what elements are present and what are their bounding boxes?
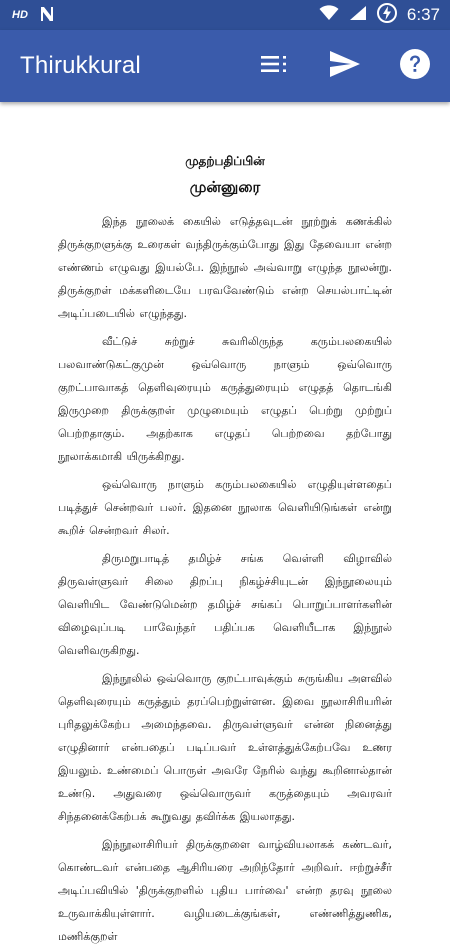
help-button[interactable] xyxy=(380,30,450,102)
document-content[interactable] xyxy=(0,102,450,943)
preface-title: முன்னுரை xyxy=(189,178,261,196)
battery-charging-icon xyxy=(377,3,397,28)
help-icon xyxy=(399,48,431,84)
app-title: Thirukkural xyxy=(20,52,141,79)
status-time: 6:37 xyxy=(406,5,440,24)
paragraph: ஒவ்வொரு நாளும் கரும்பலகையில் எழுதியுள்ளதைப் படித்துச் சென்றவர் பலர். இதனை நூலாக வெளியிடுங்கள் என்று கூறிச் சென்றவர் சிலர். xyxy=(58,478,392,537)
signal-icon xyxy=(349,5,367,26)
notification-n-icon xyxy=(38,5,56,26)
app-bar xyxy=(0,30,450,102)
hd-icon: HD xyxy=(12,9,28,21)
list-menu-button[interactable] xyxy=(240,30,310,102)
send-button[interactable] xyxy=(310,30,380,102)
paragraph: இந்நூலாசிரியர் திருக்குறளை வாழ்வியலாகக் கண்டவர், கொண்டவர் என்பதை ஆசிரியரை அறிந்தோர் அறிவர். ஈற்றுச்சீர் அடிப்பவியில் 'திருக்குறளில் புதிய பார்வை' என்ற தரவு நூலை உருவாக்கியுள்ளார். வழியடைக்குங்கள், எண்ணித்துணிக, மணிக்குறள் xyxy=(58,838,392,943)
send-icon xyxy=(329,50,361,82)
status-bar xyxy=(0,0,450,30)
paragraph: இந்த நூலைக் கையில் எடுத்தவுடன் நூற்றுக் கணக்கில் திருக்குறளுக்கு உரைகள் வந்திருக்கும்போது இது தேவையா என்ற எண்ணம் எழுவது இயல்பே. இந்நூல் அவ்வாறு எழுந்த நூலன்று. திருக்குறள் மக்களிடையே பரவவேண்டும் என்ற செயல்பாட்டின் அடிப்படையில் எழுந்தது. xyxy=(58,215,392,320)
paragraph: திருமறுபாடித் தமிழ்ச் சங்க வெள்ளி விழாவில் திருவள்ளுவர் சிலை திறப்பு நிகழ்ச்சியுடன் இந்நூலையும் வெளியிட வேண்டுமென்ற தமிழ்ச் சங்கப் பொறுப்பாளர்களின் விழைவுப்படி பாவேந்தர் பதிப்பக வெளியீடாக இந்நூல் வெளிவருகிறது. xyxy=(58,552,392,657)
paragraph: வீட்டுச் சுற்றுச் சுவரிலிருந்த கரும்பலகையில் பலவாண்டுகட்குமுன் ஒவ்வொரு நாளும் ஒவ்வொரு குறட்பாவாகத் தெளிவுரையும் கருத்துரையும் எழுதத் தொடங்கி இருமுறை திருக்குறள் முழுமையும் எழுதப் பெற்று முற்றுப் பெற்றதாகும். அதற்காக எழுதப் பெற்றவை தற்போது நூலாக்கமாகி யிருக்கிறது. xyxy=(58,335,392,463)
list-menu-icon xyxy=(261,54,289,78)
app-actions xyxy=(240,30,450,102)
paragraph: இந்நூலில் ஒவ்வொரு குறட்பாவுக்கும் சுருங்கிய அளவில் தெளிவுரையும் கருத்தும் தரப்பெற்றுள்ளன. இவை நூலாசிரியரின் புரிதலுக்கேற்ப அமைந்தவை. திருவள்ளுவர் என்ன நினைத்து எழுதினார் என்பதைப் படிப்பவர் உள்ளத்துக்கேற்பவே உணர இயலும். உண்மைப் பொருள் அவரே நேரில் வந்து கூறினால்தான் உண்டு. அதுவரை ஒவ்வொருவர் கருத்தையும் அவரவர் சிந்தனைக்கேற்பக் கூறுவது தவிர்க்க இயலாதது. xyxy=(58,672,392,823)
preface-subtitle: முதற்பதிப்பின் xyxy=(185,154,265,168)
wifi-icon xyxy=(319,5,339,26)
